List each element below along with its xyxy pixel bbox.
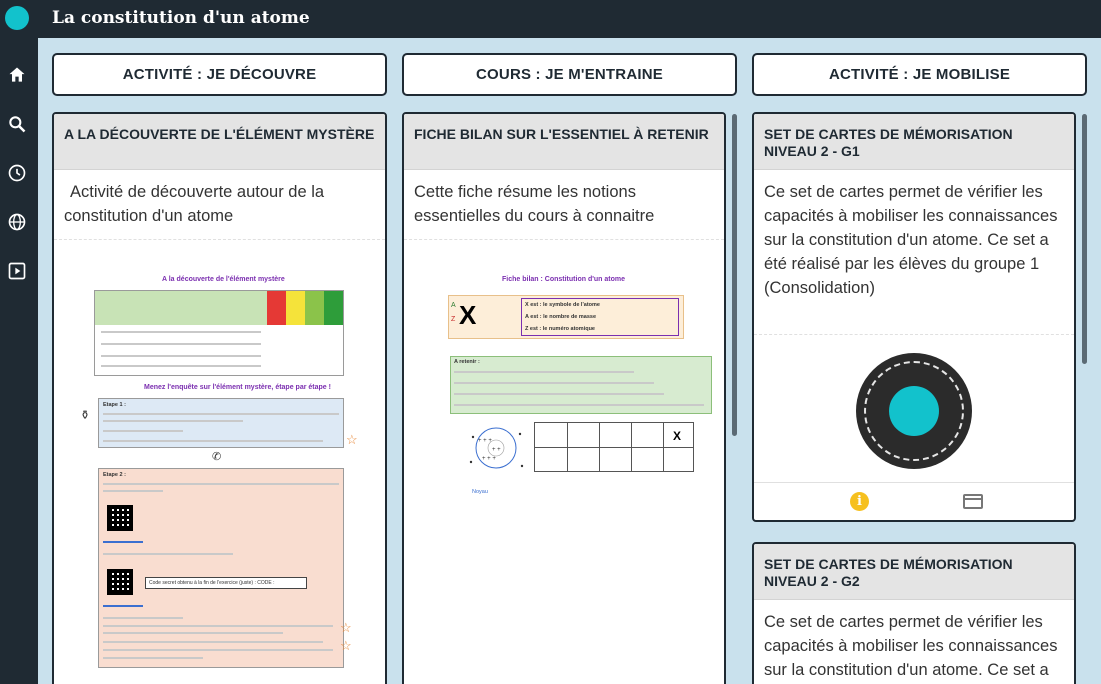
page-title: La constitution d'un atome bbox=[52, 8, 310, 28]
column-scrollbar[interactable] bbox=[1082, 114, 1087, 364]
home-icon[interactable] bbox=[5, 63, 29, 87]
card-description: Activité de découverte autour de la constitution d'un atome bbox=[54, 170, 385, 240]
symbol-line-3: Z est : le numéro atomique bbox=[525, 326, 595, 332]
app-logo[interactable] bbox=[5, 6, 29, 30]
etape-1-block bbox=[98, 398, 344, 448]
code-label: Code secret obtenu à la fin de l'exercice (juste) : CODE : bbox=[149, 580, 275, 586]
column-scrollbar[interactable] bbox=[732, 114, 737, 436]
globe-icon[interactable] bbox=[5, 210, 29, 234]
doc-title: A la découverte de l'élément mystère bbox=[162, 276, 285, 283]
card-title: FICHE BILAN SUR L'ESSENTIEL À RETENIR bbox=[404, 114, 724, 170]
top-bar bbox=[38, 0, 1101, 38]
etape-2-block bbox=[98, 468, 344, 668]
clock-icon[interactable] bbox=[5, 161, 29, 185]
star-icon: ☆ bbox=[346, 432, 358, 447]
skills-table bbox=[94, 290, 344, 376]
card-title: A LA DÉCOUVERTE DE L'ÉLÉMENT MYSTÈRE bbox=[54, 114, 385, 170]
card-description: Ce set de cartes permet de vérifier les capacités à mobiliser les connaissances sur la constitution d'un atome. Ce set a bbox=[764, 613, 1058, 679]
retenir-block bbox=[450, 356, 712, 414]
etape-1-label: Etape 1 : bbox=[103, 402, 126, 408]
star-icon: ☆ bbox=[340, 620, 352, 635]
doc-subtitle: Menez l'enquête sur l'élément mystère, étape par étape ! bbox=[144, 384, 331, 391]
svg-text:+ + +: + + + bbox=[478, 438, 492, 444]
phone-icon: ✆ bbox=[212, 451, 222, 463]
star-icon: ☆ bbox=[340, 638, 352, 653]
card-description: Cette fiche résume les notions essentielles du cours à connaitre bbox=[404, 170, 724, 240]
column-header-entraine[interactable]: COURS : JE M'ENTRAINE bbox=[402, 53, 737, 96]
doc-title: Fiche bilan : Constitution d'un atome bbox=[502, 276, 625, 283]
svg-text:+ + +: + + + bbox=[482, 456, 496, 462]
column-header-decouvre[interactable]: ACTIVITÉ : JE DÉCOUVRE bbox=[52, 53, 387, 96]
sidebar bbox=[0, 0, 38, 684]
symbol-line-2: A est : le nombre de masse bbox=[525, 314, 597, 320]
card-decouverte[interactable] bbox=[52, 112, 387, 684]
card-description: Ce set de cartes permet de vérifier les capacités à mobiliser les connaissances sur la constitution d'un atome. Ce set a été réalisé par les élèves du groupe 1 (Consolidation) bbox=[754, 170, 1074, 335]
particles-table: X bbox=[534, 422, 694, 472]
qr-code bbox=[107, 569, 133, 595]
symbol-block: A Z X X est : le symbole de l'atome A est : le nombre de masse Z est : le numéro atomique bbox=[448, 295, 684, 339]
play-icon[interactable] bbox=[5, 259, 29, 283]
retenir-label: A retenir : bbox=[454, 359, 480, 365]
search-icon[interactable] bbox=[5, 112, 29, 136]
card-title: SET DE CARTES DE MÉMORISATION NIVEAU 2 - G1 bbox=[754, 114, 1074, 170]
knob-icon bbox=[856, 353, 972, 469]
flashcards-thumbnail[interactable] bbox=[754, 335, 1074, 485]
card-title: SET DE CARTES DE MÉMORISATION NIVEAU 2 - G2 bbox=[754, 544, 1074, 600]
card-cartes-g1[interactable] bbox=[752, 112, 1076, 522]
column-header-mobilise[interactable]: ACTIVITÉ : JE MOBILISE bbox=[752, 53, 1087, 96]
symbol-line-1: X est : le symbole de l'atome bbox=[525, 302, 600, 308]
svg-text:+ +: + + bbox=[492, 447, 501, 453]
element-symbol: X bbox=[459, 300, 477, 330]
card-fiche-bilan[interactable] bbox=[402, 112, 726, 684]
flask-icon: ⚱ bbox=[80, 408, 91, 422]
atom-diagram bbox=[468, 422, 528, 492]
card-footer bbox=[754, 482, 1074, 520]
etape-2-label: Etape 2 : bbox=[103, 472, 126, 478]
qr-code bbox=[107, 505, 133, 531]
noyau-label: Noyau bbox=[472, 489, 488, 495]
info-icon[interactable]: i bbox=[850, 492, 869, 511]
card-cartes-g2[interactable] bbox=[752, 542, 1076, 684]
open-window-icon[interactable] bbox=[963, 494, 983, 509]
